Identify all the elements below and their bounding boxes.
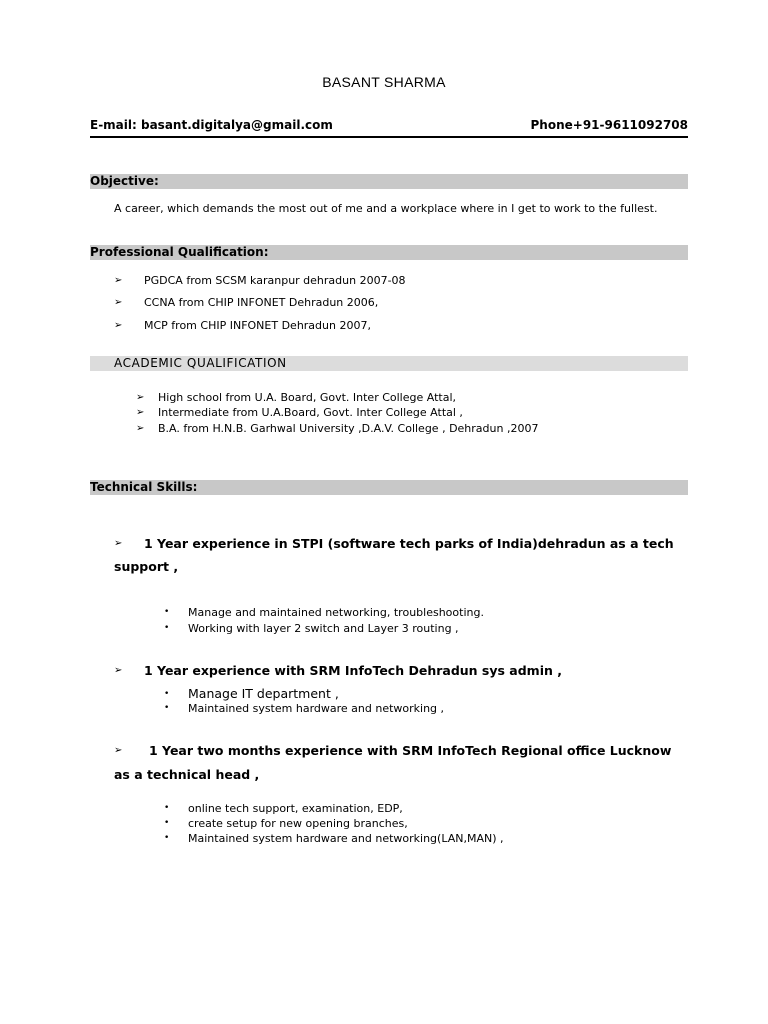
professional-heading: Professional Qualification:	[90, 245, 688, 260]
bullet-icon: •	[164, 607, 170, 617]
academic-item: B.A. from H.N.B. Garhwal University ,D.A.V. College , Dehradun ,2007	[158, 422, 539, 435]
academic-heading: ACADEMIC QUALIFICATION	[90, 356, 688, 371]
technical-heading: Technical Skills:	[90, 480, 688, 495]
arrow-bullet-icon: ➢	[114, 665, 123, 676]
arrow-bullet-icon: ➢	[114, 320, 123, 331]
experience-point: Maintained system hardware and networking ,	[188, 702, 445, 715]
professional-item: PGDCA from SCSM karanpur dehradun 2007-08	[144, 274, 406, 287]
arrow-bullet-icon: ➢	[114, 538, 123, 549]
experience-title-continued: as a technical head ,	[114, 767, 260, 782]
phone-line: Phone+91-9611092708	[530, 118, 688, 132]
professional-item: MCP from CHIP INFONET Dehradun 2007,	[144, 319, 371, 332]
bullet-icon: •	[164, 623, 170, 633]
arrow-bullet-icon: ➢	[114, 275, 123, 286]
bullet-icon: •	[164, 833, 170, 843]
bullet-icon: •	[164, 689, 170, 699]
bullet-icon: •	[164, 818, 170, 828]
bullet-icon: •	[164, 803, 170, 813]
experience-title: 1 Year experience with SRM InfoTech Dehradun sys admin ,	[144, 663, 562, 678]
academic-item: High school from U.A. Board, Govt. Inter College Attal,	[158, 391, 457, 404]
experience-title-continued: support ,	[114, 559, 179, 574]
experience-point: Working with layer 2 switch and Layer 3 routing ,	[188, 622, 459, 635]
arrow-bullet-icon: ➢	[136, 423, 145, 434]
arrow-bullet-icon: ➢	[114, 297, 123, 308]
experience-point: create setup for new opening branches,	[188, 817, 408, 830]
experience-point: Manage and maintained networking, troubleshooting.	[188, 606, 484, 619]
objective-text: A career, which demands the most out of me and a workplace where in I get to work to the fullest.	[114, 202, 658, 215]
experience-point: online tech support, examination, EDP,	[188, 802, 403, 815]
academic-item: Intermediate from U.A.Board, Govt. Inter College Attal ,	[158, 406, 463, 419]
experience-title: 1 Year two months experience with SRM InfoTech Regional office Lucknow	[149, 743, 672, 758]
arrow-bullet-icon: ➢	[136, 392, 145, 403]
bullet-icon: •	[164, 703, 170, 713]
arrow-bullet-icon: ➢	[114, 745, 123, 756]
header-divider	[90, 136, 688, 138]
professional-item: CCNA from CHIP INFONET Dehradun 2006,	[144, 296, 379, 309]
email-line: E-mail: basant.digitalya@gmail.com	[90, 118, 333, 132]
experience-point: Manage IT department ,	[188, 686, 339, 701]
experience-title: 1 Year experience in STPI (software tech parks of India)dehradun as a tech	[144, 536, 674, 551]
arrow-bullet-icon: ➢	[136, 407, 145, 418]
experience-point: Maintained system hardware and networking(LAN,MAN) ,	[188, 832, 504, 845]
resume-name: BASANT SHARMA	[322, 74, 446, 90]
objective-heading: Objective:	[90, 174, 688, 189]
